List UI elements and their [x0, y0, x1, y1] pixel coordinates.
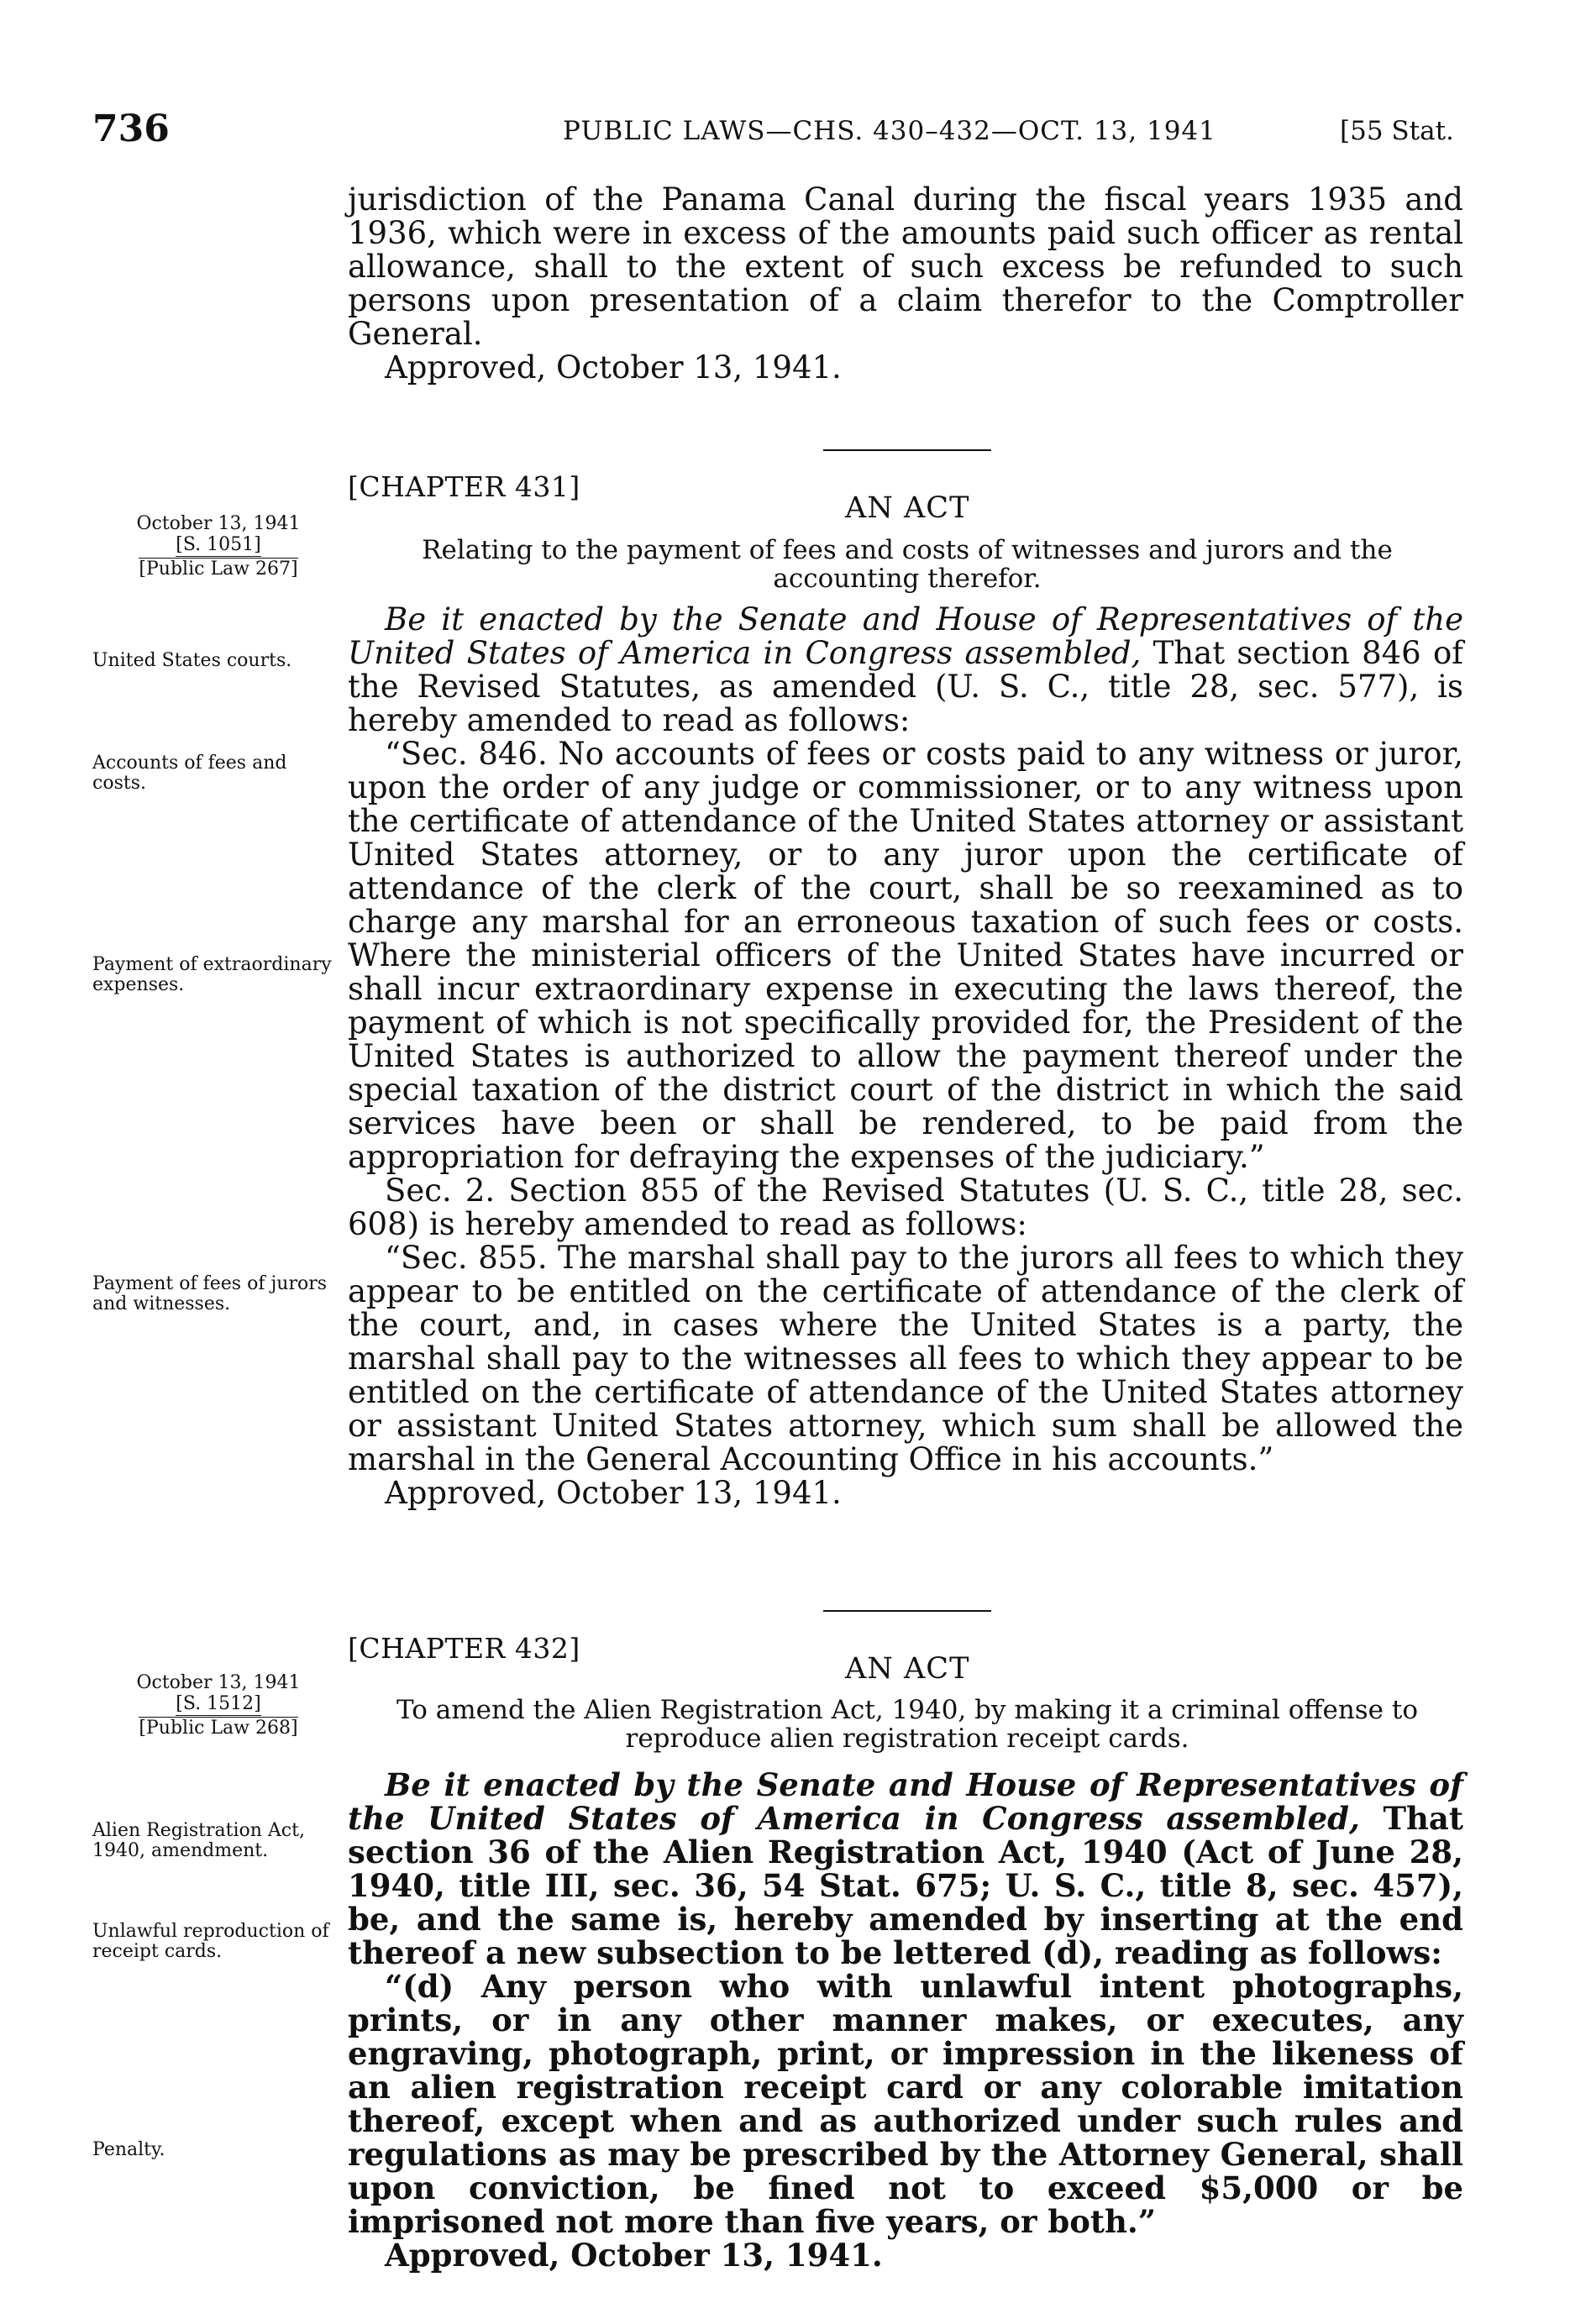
page-number: 736 [92, 108, 170, 150]
chapter-431-margin-law: [Public Law 267] [139, 559, 298, 580]
section-846-text: “Sec. 846. No accounts of fees or costs paid to any witness or juror, upon the order of any judge or commissioner, or to any witness upon the certificate of attendance of the United States attorney or assistant United States attorney, or to any juror upon the certificate of attendance of the clerk of the court, shall be so reexamined as to charge any marshal for an erroneous taxation of such fees or costs. Where the ministerial officers of the United States have incurred or shall incur extraordinary expense in executing the laws thereof, the payment of which is not specifically provided for, the President of the United States is authorized to allow the payment thereof under the special taxation of the district court of the district in which the said services have been or shall be rendered, to be paid from the appropriation for defraying the expenses of the judiciary.” [348, 736, 1463, 1175]
continuation-block [348, 183, 1463, 385]
margin-note: United States courts. [92, 650, 292, 671]
chapter-rule [823, 1610, 991, 1612]
section-855-text: “Sec. 855. The marshal shall pay to the jurors all fees to which they appear to be entitled on the certificate of attendance of the clerk of the court, and, in cases where the United States is a party, the marshal shall pay to the witnesses all fees to which they appear to be entitled on the certificate of attendance of the United States attorney or assistant United States attorney, which sum shall be allowed the marshal in the General Accounting Office in his accounts.” [348, 1240, 1463, 1477]
chapter-431-an-act: AN ACT [845, 491, 970, 525]
subsection-d-text: “(d) Any person who with unlawful intent photographs, prints, or in any other manner makes, or executes, any engraving, photograph, print, or impression in the likeness of an alien registration receipt card or any colorable imitation thereof, except when and as authorized under such rules and regulations as may be prescribed by the Attorney General, shall upon conviction, be fined not to exceed $5,000 or be imprisoned not more than five years, or both.” [348, 1968, 1463, 2240]
chapter-431-margin-bill: [S. 1051] [176, 534, 261, 555]
margin-note: Alien Registration Act, 1940, amendment. [92, 1820, 305, 1861]
chapter-rule [823, 449, 991, 451]
section-2-text: Sec. 2. Section 855 of the Revised Statutes (U. S. C., title 28, sec. 608) is hereby amended to read as follows: [348, 1172, 1463, 1242]
chapter-432-margin-bill: [S. 1512] [176, 1693, 261, 1714]
stat-reference: [55 Stat. [1340, 116, 1454, 146]
margin-note: Penalty. [92, 2139, 165, 2160]
chapter-432-approved: Approved, October 13, 1941. [385, 2237, 883, 2274]
enacting-clause: Be it enacted by the Senate and House of Representatives of the United States of America in Congress assembled, That section 846 of the Revised Statutes, as amended (U. S. C., title 28, sec. 577), is hereby amended to read as follows: [348, 601, 1463, 738]
chapter-432-body [348, 1768, 1463, 2272]
margin-note: Accounts of fees and costs. [92, 753, 287, 794]
chapter-431-approved: Approved, October 13, 1941. [385, 1475, 842, 1511]
chapter-431-purpose: Relating to the payment of fees and costs of witnesses and jurors and the accounting therefor. [422, 535, 1393, 594]
chapter-432-margin-law: [Public Law 268] [139, 1718, 298, 1739]
margin-note: Unlawful reproduction of receipt cards. [92, 1921, 329, 1962]
chapter-432-heading: [CHAPTER 432] [348, 1632, 580, 1665]
chapter-432-an-act: AN ACT [845, 1652, 970, 1686]
margin-note: Payment of fees of jurors and witnesses. [92, 1273, 328, 1314]
chapter-431-heading: [CHAPTER 431] [348, 470, 580, 503]
continuation-approved: Approved, October 13, 1941. [385, 349, 842, 386]
chapter-431-margin-date: October 13, 1941 [136, 513, 301, 534]
chapter-432-margin-date: October 13, 1941 [136, 1672, 301, 1693]
continuation-text: jurisdiction of the Panama Canal during the fiscal years 1935 and 1936, which were in excess of the amounts paid such officer as rental allowance, shall to the extent of such excess be refunded to such persons upon presentation of a claim therefor to the Comptroller General. [348, 181, 1463, 352]
running-title: PUBLIC LAWS—CHS. 430–432—OCT. 13, 1941 [563, 116, 1216, 146]
enacting-clause: Be it enacted by the Senate and House of Representatives of the United States of America in Congress assembled, That section 36 of the Alien Registration Act, 1940 (Act of June 28, 1940, title III, sec. 36, 54 Stat. 675; U. S. C., title 8, sec. 457), be, and the same is, hereby amended by inserting at the end thereof a new subsection to be lettered (d), reading as follows: [348, 1766, 1463, 1971]
chapter-432-purpose: To amend the Alien Registration Act, 1940, by making it a criminal offense to reproduce alien registration receipt cards. [396, 1695, 1419, 1754]
chapter-431-body [348, 603, 1463, 1510]
margin-note: Payment of extraordinary expenses. [92, 954, 332, 995]
